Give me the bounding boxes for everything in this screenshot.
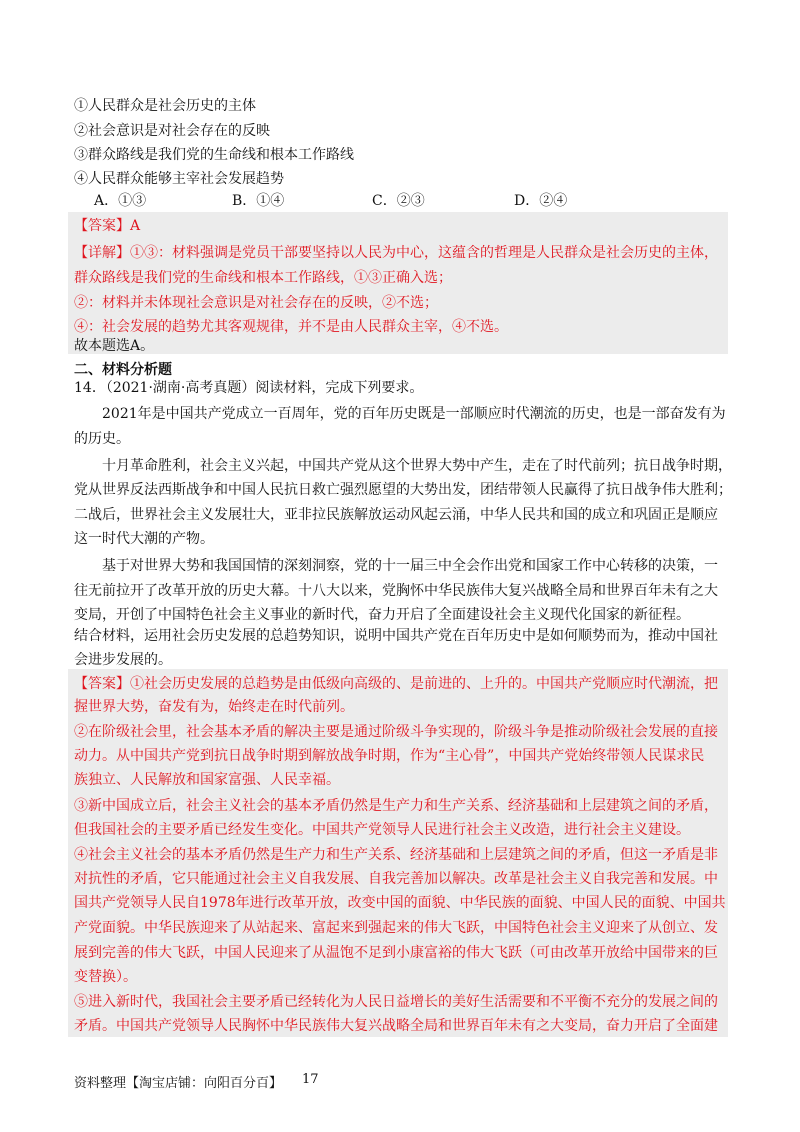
footer-text: 资料整理【淘宝店铺：向阳百分百】 (74, 1076, 283, 1091)
page-number: 17 (302, 1072, 319, 1087)
answer2-line-2: 握世界大势，奋发有为，始终走在时代前列。 (74, 699, 354, 715)
answer2-label: 【答案】 (74, 676, 130, 692)
task-line-2: 会进步发展的。 (74, 652, 172, 668)
material-p1-l2: 的历史。 (74, 431, 130, 447)
material-p3-l2: 往无前拉开了改革开放的历史大幕。十八大以来，党胸怀中华民族伟大复兴战略全局和世界百年未有之大 (74, 583, 718, 599)
answer2-line-15: 矛盾。中国共产党领导人民胸怀中华民族伟大复兴战略全局和世界百年未有之大变局，奋力开启了全面建 (74, 1018, 718, 1034)
material-p2-l1: 十月革命胜利，社会主义兴起，中国共产党从这个世界大势中产生，走在了时代前列；抗日战争时期， (102, 458, 732, 474)
answer-1-line (74, 216, 140, 236)
section-title: 二、材料分析题 (74, 362, 172, 378)
material-p1-l1: 2021年是中国共产党成立一百周年，党的百年历史既是一部顺应时代潮流的历史，也是一部奋发有为 (102, 406, 726, 422)
answer2-line-12: 展到完善的伟大飞跃，中国人民迎来了从温饱不足到小康富裕的伟大飞跃（可由改革开放给中国带来的巨 (74, 945, 718, 961)
detail-line-3: ②：材料并未体现社会意识是对社会存在的反映，②不选； (74, 295, 438, 311)
answer2-line-5: 族独立、人民解放和国家富强、人民幸福。 (74, 772, 340, 788)
option-2: ②社会意识是对社会存在的反映 (74, 123, 270, 139)
material-p2-l3: 二战后，世界社会主义发展壮大，亚非拉民族解放运动风起云涌，中华人民共和国的成立和巩固正是顺应 (74, 507, 718, 523)
detail-label: 【详解】 (74, 245, 130, 261)
material-p3-l3: 变局，开创了中国特色社会主义事业的新时代，奋力开启了全面建设社会主义现代化国家的新征程。 (74, 607, 690, 623)
answer2-line-10: 国共产党领导人民自1978年进行改革开放，改变中国的面貌、中华民族的面貌、中国人民的面貌、中国共 (74, 895, 726, 911)
answer2-line-4: 动力。从中国共产党到抗日战争时期到解放战争时期，作为“主心骨”，中国共产党始终带领人民谋求民 (74, 748, 705, 764)
detail-text-1: ①③：材料强调是党员干部要坚持以人民为中心，这蕴含的哲理是人民群众是社会历史的主体， (130, 245, 718, 261)
answer2-text-1: ①社会历史发展的总趋势是由低级向高级的、是前进的、上升的。中国共产党顺应时代潮流，把 (130, 676, 718, 692)
choice-row (74, 190, 726, 210)
answer2-line-1 (74, 674, 718, 694)
option-3: ③群众路线是我们党的生命线和根本工作路线 (74, 147, 354, 163)
answer2-line-9: 对抗性的矛盾，它只能通过社会主义自我发展、自我完善加以解决。改革是社会主义自我完善和发展。中 (74, 871, 718, 887)
detail-line-4: ④：社会发展的趋势尤其客观规律，并不是由人民群众主宰，④不选。 (74, 319, 508, 335)
conclusion-line: 故本题选A。 (74, 338, 155, 354)
material-p2-l4: 这一时代大潮的产物。 (74, 531, 214, 547)
option-1: ①人民群众是社会历史的主体 (74, 98, 256, 114)
answer2-line-8: ④社会主义社会的基本矛盾仍然是生产力和生产关系、经济基础和上层建筑之间的矛盾，但这一矛盾是非 (74, 847, 718, 863)
answer2-line-14: ⑤进入新时代，我国社会主要矛盾已经转化为人民日益增长的美好生活需要和不平衡不充分的发展之间的 (74, 994, 718, 1010)
detail-line-1 (74, 243, 718, 263)
choice-c: C．②③ (372, 193, 425, 209)
choice-b: B．①④ (232, 193, 285, 209)
question-header: 14．（2021·湖南·高考真题）阅读材料，完成下列要求。 (74, 380, 424, 396)
answer2-line-13: 变替换）。 (74, 969, 137, 985)
answer2-line-11: 产党面貌。中华民族迎来了从站起来、富起来到强起来的伟大飞跃，中国特色社会主义迎来了从创立、发 (74, 920, 718, 936)
choice-d: D．②④ (514, 193, 568, 209)
detail-line-2: 群众路线是我们党的生命线和根本工作路线，①③正确入选； (74, 270, 452, 286)
task-line-1: 结合材料，运用社会历史发展的总趋势知识，说明中国共产党在百年历史中是如何顺势而为，推动中国社 (74, 628, 718, 644)
answer2-line-6: ③新中国成立后，社会主义社会的基本矛盾仍然是生产力和生产关系、经济基础和上层建筑之间的矛盾， (74, 798, 718, 814)
material-p2-l2: 党从世界反法西斯战争和中国人民抗日救亡强烈愿望的大势出发，团结带领人民赢得了抗日战争伟大胜利； (74, 482, 732, 498)
choice-a: A．①③ (94, 193, 147, 209)
option-4: ④人民群众能够主宰社会发展趋势 (74, 171, 284, 187)
answer2-line-7: 但我国社会的主要矛盾已经发生变化。中国共产党领导人民进行社会主义改造，进行社会主义建设。 (74, 822, 690, 838)
answer-value: A (130, 218, 141, 234)
material-p3-l1: 基于对世界大势和我国国情的深刻洞察，党的十一届三中全会作出党和国家工作中心转移的决策，一 (102, 558, 718, 574)
answer2-line-3: ②在阶级社会里，社会基本矛盾的解决主要是通过阶级斗争实现的，阶级斗争是推动阶级社会发展的直接 (74, 724, 718, 740)
answer-label: 【答案】 (74, 218, 130, 234)
